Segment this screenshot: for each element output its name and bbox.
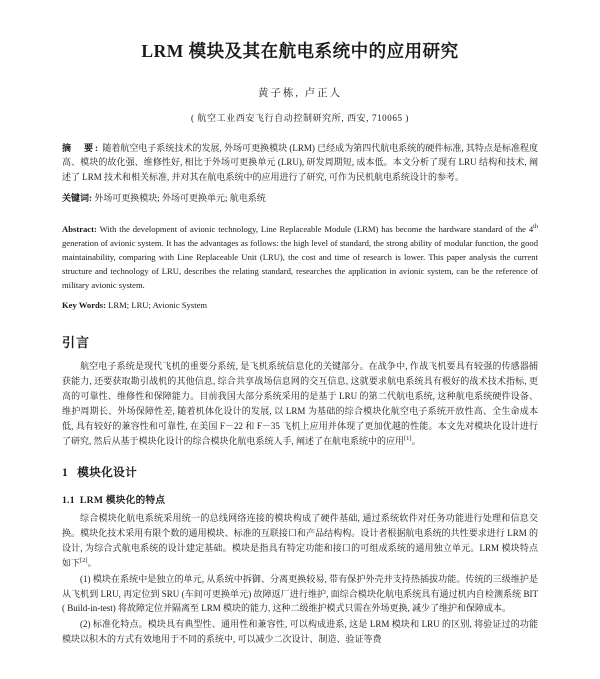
introduction-paragraph-1-text: 航空电子系统是现代飞机的重要分系统, 是飞机系统信息化的关键部分。在战争中, 作战飞机要具有较强的传感器捕获能力, 还要获取勘引战机的其他信息, 综合共享战场信息网的交互信息, 这就要求航电系统具有极好的战术技术指标, 更高的可靠性、维修性和保障能力。目前我国大部分系统采用的是基于 LRU 的第二代航电系统, 这种航电系统硬件设备、维护周期长、外场保障性差, 随着机体化设计的发展, 以 LRM 为基础的综合模块化航空电子系统开放性高、全生命成本低, 具有较好的兼容性和可靠性, 在美国 F－22 和 F－35 飞机上应用并体现了更加优越的性能。本文先对模块化设计进行了研究, 然后从基于模块化设计的综合模块化航电系统人手, 阐述了在航电系统中的应用 [62, 361, 538, 446]
english-keywords-label: Key Words: [62, 299, 107, 310]
subsection-heading-1-1 [62, 492, 538, 506]
section-1-title: 模块化设计 [77, 467, 138, 480]
english-abstract-text-part1: With the development of avionic technology, Line Replaceable Module (LRM) has become the hardware standard of the 4 [99, 223, 534, 234]
english-keywords-text: LRM; LRU; Avionic System [108, 299, 208, 310]
subsection-1-1-paragraph-2: (1) 模块在系统中是独立的单元, 从系统中拆御、分离更换较易, 带有保护外壳并支持热插拔功能。传统的三级维护是从飞机到 LRU, 再定位到 SRU (车间可更换单元) 故障返厂进行维护, 面综合模块化航电系统具有通过机内自检测系统 BIT ( Build-in-test) 将故障定位并隔离至 LRM 模块的能力, 这种二级维护模式只需在外场更换, 减少了维护和保障成本。 [62, 573, 538, 614]
introduction-paragraph-1-end: 。 [411, 435, 421, 446]
chinese-keywords-text: 外场可更换模块; 外场可更换单元; 航电系统 [94, 193, 266, 204]
affiliation: ( 航空工业西安飞行自动控制研究所, 西安, 710065 ) [190, 112, 410, 123]
section-1-number: 1 [62, 467, 69, 480]
english-keywords [62, 299, 538, 313]
subsection-1-1-paragraph-1 [62, 511, 538, 570]
subsection-1-1-number: 1.1 [62, 495, 75, 507]
subsection-1-1-title: LRM 模块化的特点 [79, 495, 166, 507]
chinese-abstract [62, 141, 538, 185]
section-heading-1 [62, 464, 538, 480]
subsection-1-1-paragraph-1-end: 。 [87, 557, 97, 568]
section-heading-introduction: 引言 [62, 335, 91, 351]
english-abstract-label: Abstract: [62, 223, 97, 234]
page-title: LRM 模块及其在航电系统中的应用研究 [141, 41, 459, 61]
subsection-1-1-paragraph-3: (2) 标准化特点。模块具有典型性、通用性和兼容性, 可以构成进系, 这是 LRM 模块和 LRU 的区别, 将验证过的功能模块以积木的方式有效地用于不同的系统中, 可以减少二次设计、制造、验证等费 [62, 619, 538, 645]
introduction-paragraph-1 [62, 359, 538, 448]
english-abstract-superscript: th [533, 223, 538, 231]
subsection-1-1-citation-2: [2] [80, 556, 88, 564]
author-list: 黄子栋, 卢正人 [257, 87, 343, 99]
chinese-abstract-label: 摘 要: [62, 142, 101, 153]
introduction-citation-1: [1] [404, 434, 412, 442]
chinese-keywords-label: 关键词: [62, 193, 92, 204]
english-abstract-text-part2: generation of avionic system. It has the advantages as follows: the high level of standard, the strong ability of modular function, the good maintainability, comparing with Line Replaceable Unit (LRU), the cost and time of research is lower. This paper analysis the current structure and technology of LRU, describes the relating standard, researches the application in avionic system, can be the reference of military avionic system. [62, 237, 538, 290]
chinese-keywords [62, 191, 538, 206]
english-abstract [62, 222, 538, 292]
chinese-abstract-text: 随着航空电子系统技术的发展, 外场可更换模块 (LRM) 已经成为第四代航电系统的硬件标准, 其特点是标准程度高、模块的故化强、维修性好, 相比于外场可更换单元 (LRU), 研发周期短, 成本低。本文分析了现有 LRU 结构和技术, 阐述了 LRM 技术和相关标准, 并对其在航电系统中的应用进行了研究, 可作为民机航电系统设计的参考。 [62, 142, 539, 182]
subsection-1-1-paragraph-1-text: 综合模块化航电系统采用统一的总线网络连接的模块构成了硬件基础, 通过系统软件对任务功能进行处理和信息交换。模块化技术采用有限个数的通用模块、标准的互联接口和产品结构构。设计者根据航电系统的共性要求进行 LRM 的设计, 为综合式航电系统的设计建定基础。模块是指具有特定功能和接口的可组成系统的通用独立单元。LRM 模块特点如下 [62, 513, 538, 568]
